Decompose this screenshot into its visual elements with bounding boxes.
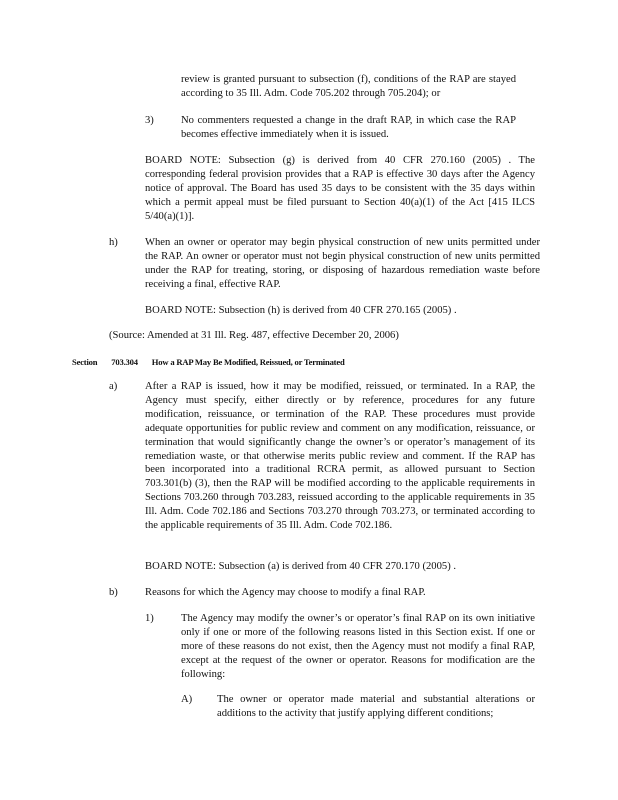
item-b1-text: The Agency may modify the owner’s or operator’s final RAP on its own initiative only if one or more of the following reasons listed in this Section exist. If one or more of these reasons do not exist, then the Agency must not modify a final RAP, except at the request of the owner or operator. Reasons for modification are the following: — [181, 613, 535, 680]
subsection-h-text: When an owner or operator may begin physical construction of new units permitted under the RAP. An owner or operator must not begin physical construction of new units permitted under the RAP for treating, storing, or disposing of hazardous remediation waste before receiving a final, effective RAP. — [145, 237, 540, 290]
board-note-h: BOARD NOTE: Subsection (h) is derived from 40 CFR 270.165 (2005) . — [145, 305, 457, 316]
item-3-text: No commenters requested a change in the draft RAP, in which case the RAP becomes effective immediately when it is issued. — [181, 115, 516, 140]
section-title: How a RAP May Be Modified, Reissued, or Terminated — [151, 357, 345, 367]
source-note: (Source: Amended at 31 Ill. Reg. 487, effective December 20, 2006) — [109, 330, 399, 341]
continued-paragraph: review is granted pursuant to subsection (f), conditions of the RAP are stayed according to 35 Ill. Adm. Code 705.202 through 705.204); or — [181, 74, 516, 99]
board-note-a: BOARD NOTE: Subsection (a) is derived from 40 CFR 270.170 (2005) . — [145, 561, 457, 572]
subsection-b-text: Reasons for which the Agency may choose to modify a final RAP. — [145, 587, 426, 598]
subsection-a-label: a) — [109, 381, 118, 392]
subsection-b-label: b) — [109, 587, 118, 598]
board-note-g: BOARD NOTE: Subsection (g) is derived from 40 CFR 270.160 (2005) . The corresponding federal provision provides that a RAP is effective 30 days after the Agency notice of approval. The Board has used 35 days to be consistent with the 35 days within which a permit appeal must be filed pursuant to Section 40(a)(1) of the Act [415 ILCS 5/40(a)(1)]. — [145, 155, 535, 222]
item-bA-text: The owner or operator made material and substantial alterations or additions to the activity that justify applying different conditions; — [217, 694, 535, 719]
item-bA-label: A) — [181, 694, 193, 705]
item-3-label: 3) — [145, 115, 154, 126]
section-label: Section — [72, 357, 98, 367]
section-heading — [72, 357, 357, 367]
subsection-h-label: h) — [109, 237, 118, 248]
item-b1-label: 1) — [145, 613, 154, 624]
subsection-a-text: After a RAP is issued, how it may be modified, reissued, or terminated. In a RAP, the Agency must specify, either directly or by reference, procedures for any future modification, reissuance, or termination of the RAP. These procedures must provide adequate opportunities for public review and comment on any modification, reissuance, or termination that would significantly change the owner’s or operator’s management of its remediation waste, or that otherwise merits public review and comment. If the RAP has been incorporated into a traditional RCRA permit, as allowed pursuant to Section 703.301(b) (3), then the RAP will be modified according to the applicable requirements in Sections 703.260 through 703.283, reissued according to the applicable requirements in 35 Ill. Adm. Code 702.186 and Sections 703.270 through 703.273, or terminated according to the applicable requirements of 35 Ill. Adm. Code 702.186. — [145, 381, 535, 532]
section-number: 703.304 — [111, 357, 138, 367]
